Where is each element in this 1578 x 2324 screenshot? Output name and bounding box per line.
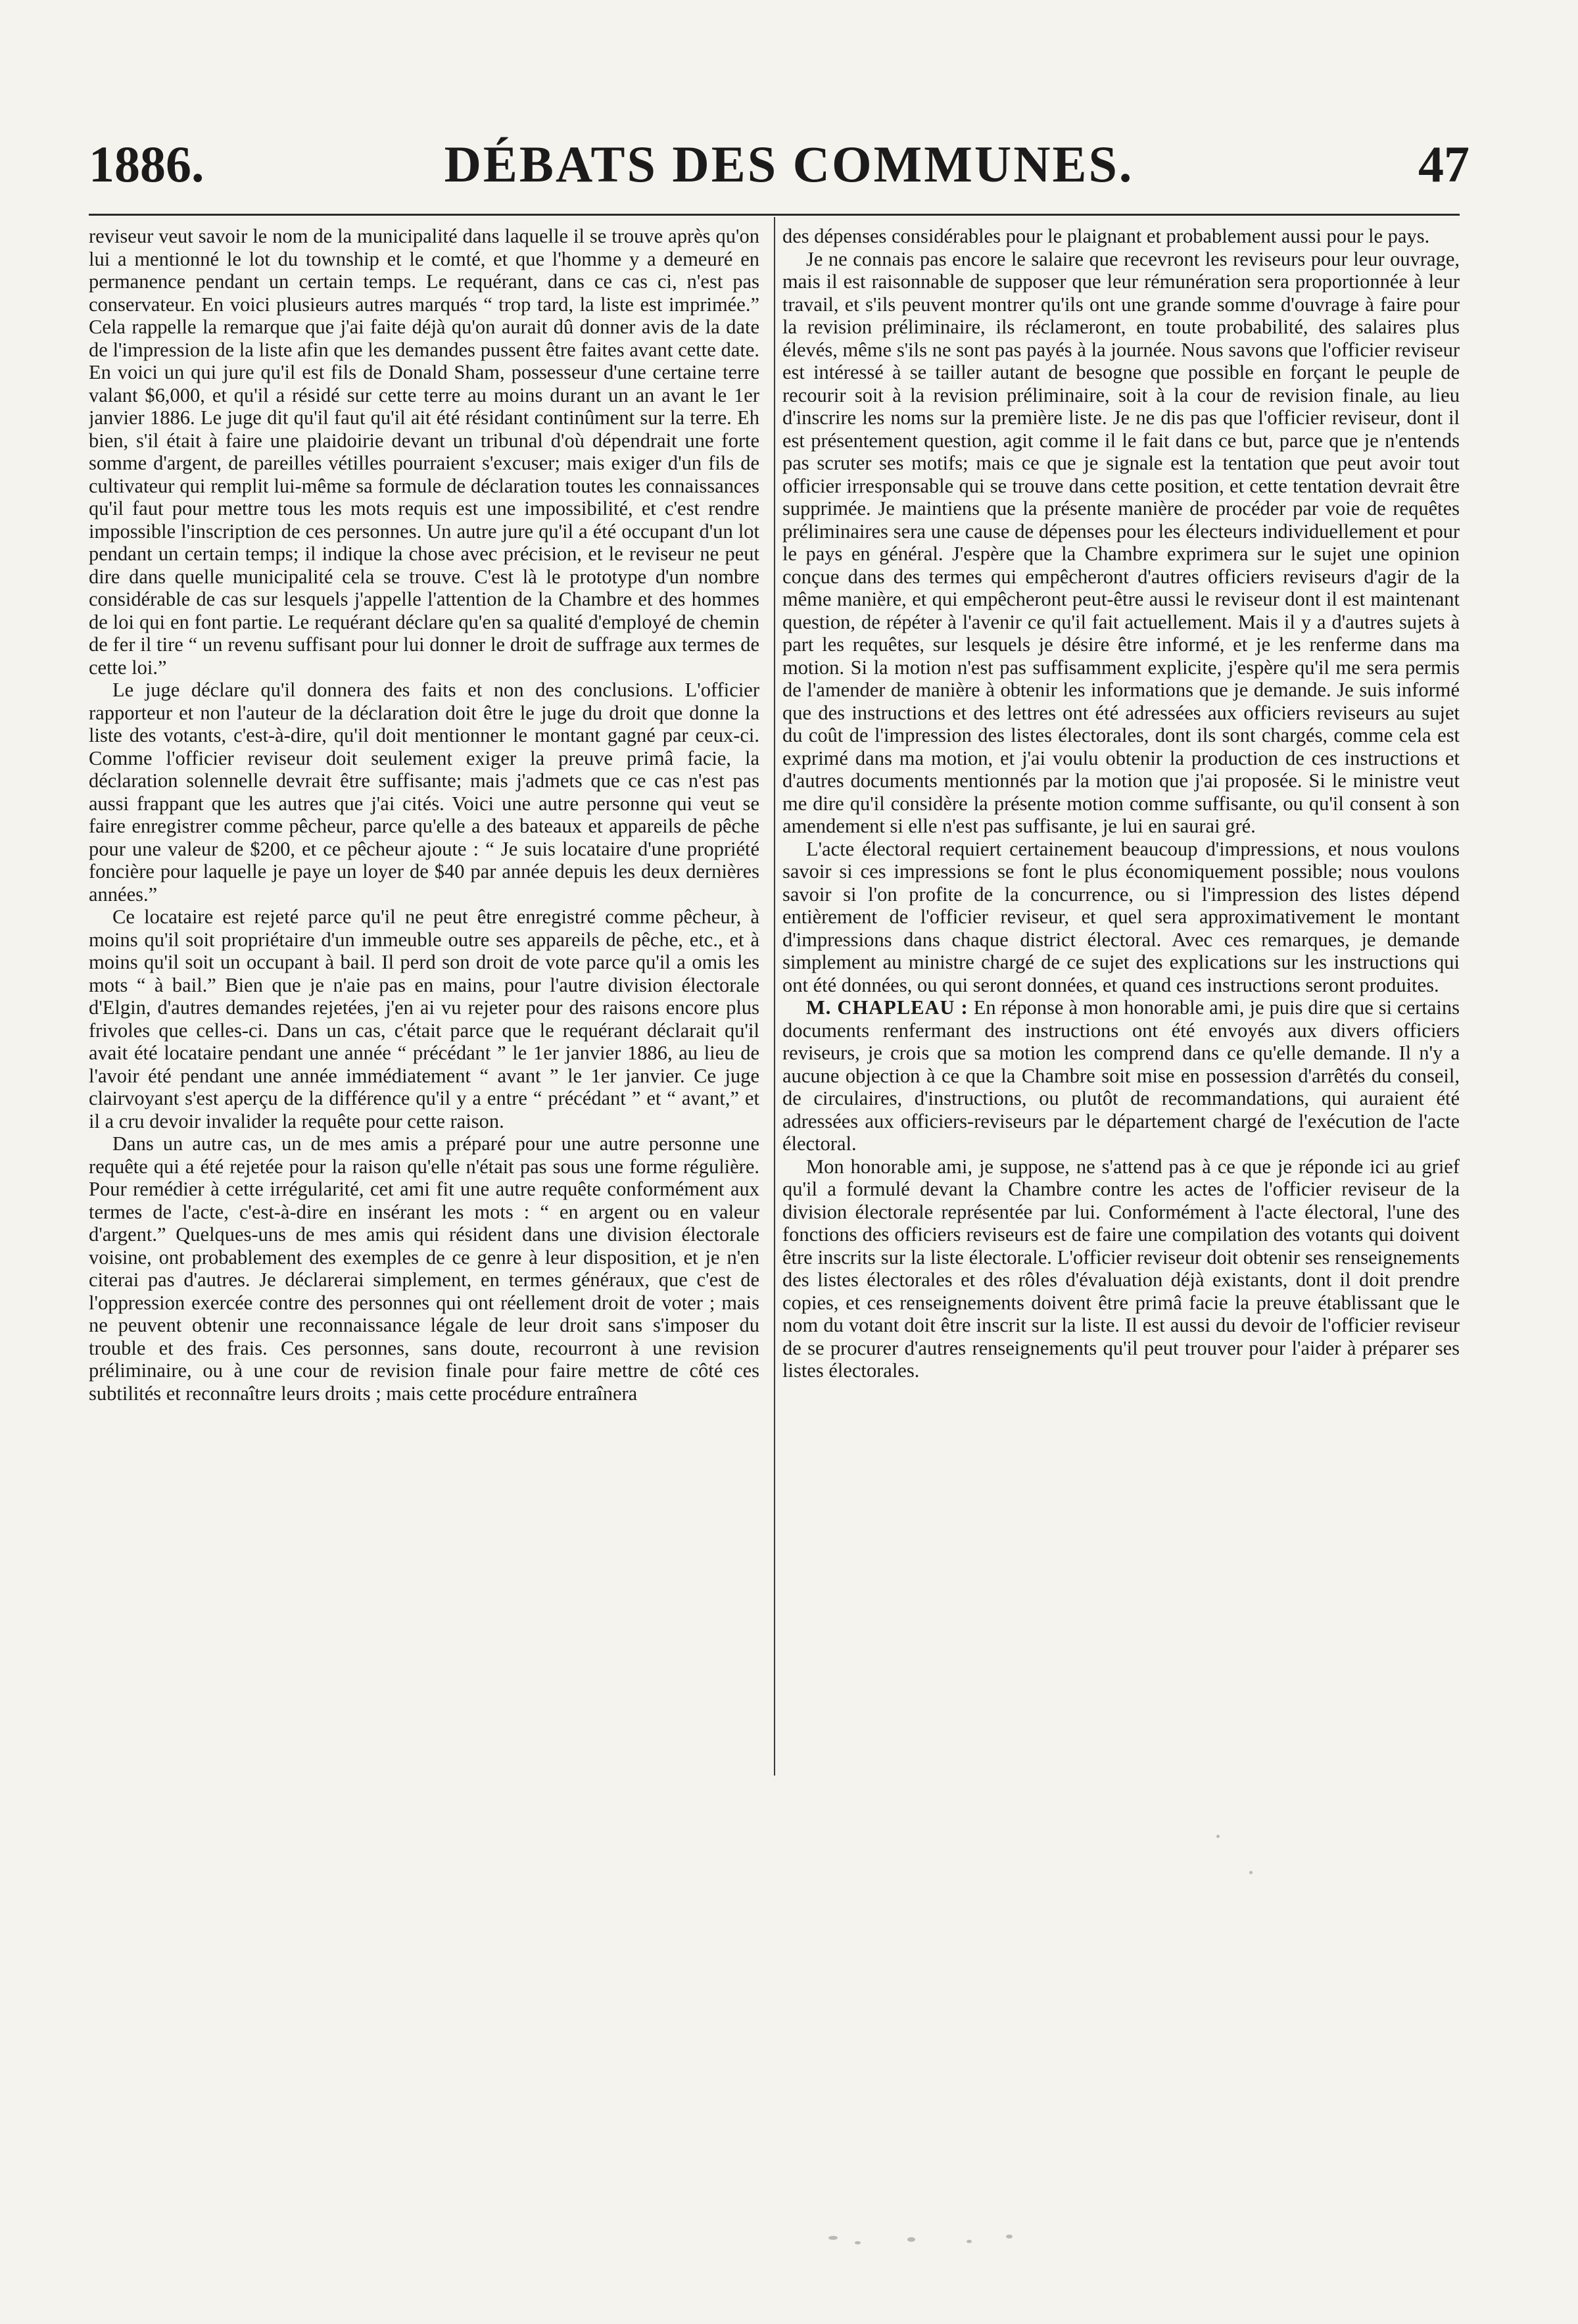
right-paragraph-3: L'acte électoral requiert certainement beaucoup d'impressions, et nous voulons savoir si ces impressions se font le plus économiquement possible; nous voulons savoir si l'on profite de la concurrence, ou si l'impression des listes dépend entièrement de l'officier reviseur, et quel sera approximativement le montant d'impressions dans chaque district électoral. Avec ces remarques, je demande simplement au ministre chargé de ce sujet des explications sur les instructions qui ont été données, ou qui seront données, et quand ces instructions seront produites. xyxy=(782,837,1460,996)
right-column xyxy=(782,225,1460,1767)
scan-speck xyxy=(907,2237,915,2242)
speaker-text: En réponse à mon honorable ami, je puis dire que si certains documents renfermant des instructions ont été envoyés aux divers officiers reviseurs, je crois que sa motion les comprend dans ce qu'elle demande. Il n'y a aucune objection à ce que la Chambre soit mise en possession d'arrêtés du conseil, de circulaires, d'instructions, ou plutôt de recommandations, qui auraient été adressées aux officiers-reviseurs par le département chargé de l'exécution de l'acte électoral. xyxy=(782,996,1460,1155)
header-page-number: 47 xyxy=(1418,135,1470,193)
speaker-name: M. CHAPLEAU : xyxy=(806,996,968,1019)
page-header xyxy=(0,132,1578,204)
right-paragraph-2: Je ne connais pas encore le salaire que recevront les reviseurs pour leur ouvrage, mais il est raisonnable de supposer que leur rémunération sera proportionnée à leur travail, et s'ils peuvent montrer qu'ils ont une grande somme d'ouvrage à faire pour la revision préliminaire, ils réclameront, en toute probabilité, des salaires plus élevés, même s'ils ne sont pas payés à la journée. Nous savons que l'officier reviseur est intéressé à se tailler autant de besogne que possible en forçant le peuple de recourir soit à la revision préliminaire, soit à la cour de revision finale, au lieu d'inscrire les noms sur la première liste. Je ne dis pas que l'officier reviseur, dont il est présentement question, agit comme il le fait dans ce but, parce que je n'entends pas scruter ses motifs; mais ce que je signale est la tentation que peut avoir tout officier irresponsable qui se trouve dans cette position, et cette tentation devrait être supprimée. Je maintiens que la présente manière de procéder par voie de requêtes préliminaires sera une cause de dépenses pour les électeurs individuellement et pour le pays en général. J'espère que la Chambre exprimera sur le sujet une opinion conçue dans des termes qui empêcheront d'autres officiers reviseurs d'agir de la même manière, et qui empêcheront peut-être aussi le reviseur dont il est maintenant question, de répéter à l'avenir ce qu'il fait actuellement. Mais il y a d'autres sujets à part les requêtes, sur lesquels je désire être informé, et je les renferme dans ma motion. Si la motion n'est pas suffisamment explicite, j'espère qu'il me sera permis de l'amender de manière à obtenir les informations que je demande. Je suis informé que des instructions et des lettres ont été adressées aux officiers reviseurs au sujet du coût de l'impression des listes électorales, dont ils sont chargés, comme cela est exprimé dans ma motion, et j'ai voulu obtenir la production de ces instructions et d'autres documents mentionnés par la motion que j'ai proposée. Si le ministre veut me dire qu'il considère la présente motion comme suffisante, ou qu'il consent à son amendement si elle n'est pas suffisante, je lui en saurai gré. xyxy=(782,247,1460,837)
left-column xyxy=(89,225,759,1767)
left-paragraph-3: Ce locataire est rejeté parce qu'il ne peut être enregistré comme pêcheur, à moins qu'il soit propriétaire d'un immeuble outre ses appareils de pêche, etc., et à moins qu'il soit un occupant à bail. Il perd son droit de vote parce qu'il a omis les mots “ à bail.” Bien que je n'aie pas en mains, pour l'autre division électorale d'Elgin, d'autres demandes rejetées, j'en ai vu rejeter pour des raisons encore plus frivoles que celles-ci. Dans un cas, c'était parce que le requérant déclarait qu'il avait été locataire pendant une année “ précédant ” le 1er janvier 1886, au lieu de l'avoir été pendant une année immédiatement “ avant ” le 1er janvier. Ce juge clairvoyant s'est aperçu de la différence qu'il y a entre “ précédant ” et “ avant,” et il a cru devoir invalider la requête pour cette raison. xyxy=(89,906,759,1132)
right-paragraph-1: des dépenses considérables pour le plaignant et probablement aussi pour le pays. xyxy=(782,225,1430,247)
left-paragraph-2: Le juge déclare qu'il donnera des faits et non des conclusions. L'officier rapporteur et non l'auteur de la déclaration doit être le juge du droit que donne la liste des votants, c'est-à-dire, qu'il doit mentionner le montant gagné par ceux-ci. Comme l'officier reviseur doit seulement exiger la preuve primâ facie, la déclaration solennelle devrait être suffisante; mais j'admets que ce cas n'est pas aussi frappant que les autres que j'ai cités. Voici une autre personne qui veut se faire enregistrer comme pêcheur, parce qu'elle a des bateaux et appareils de pêche pour une valeur de $200, et ce pêcheur ajoute : “ Je suis locataire d'une propriété foncière pour laquelle je paye un loyer de $40 par année depuis les deux dernières années.” xyxy=(89,679,759,906)
scan-speck xyxy=(828,2236,838,2240)
scan-speck xyxy=(1216,1835,1220,1838)
left-paragraph-1: reviseur veut savoir le nom de la municipalité dans laquelle il se trouve après qu'on lui a mentionné le lot du township et le comté, et que l'homme y a demeuré en permanence pendant un certain temps. Le requérant, dans ce cas ci, n'est pas conservateur. En voici plusieurs autres marqués “ trop tard, la liste est imprimée.” Cela rappelle la remarque que j'ai faite déjà qu'on aurait dû donner avis de la date de l'impression de la liste afin que les demandes pussent être faites avant cette date. En voici un qui jure qu'il est fils de Donald Sham, possesseur d'une certaine terre valant $6,000, et qu'il a résidé sur cette terre au moins durant un an avant le 1er janvier 1886. Le juge dit qu'il faut qu'il ait été résidant continûment sur la terre. Eh bien, s'il était à faire une plaidoirie devant un tribunal d'où dépendrait une forte somme d'argent, de pareilles vétilles pourraient s'excuser; mais exiger d'un fils de cultivateur qui remplit lui-même sa formule de déclaration toutes les connaissances qu'il faut pour mettre tous les mots requis est une impossibilité, et c'est rendre impossible l'inscription de ces personnes. Un autre jure qu'il a été occupant d'un lot pendant un certain temps; il indique la chose avec précision, et le reviseur ne peut dire dans quelle municipalité cela se trouve. C'est là le prototype d'un nombre considérable de cas sur lesquels j'appelle l'attention de la Chambre et des hommes de loi qui en font partie. Le requérant déclare qu'en sa qualité d'employé de chemin de fer il tire “ un revenu suffisant pour lui donner le droit de suffrage aux termes de cette loi.” xyxy=(89,225,759,679)
column-divider xyxy=(774,217,775,1776)
right-paragraph-4 xyxy=(782,996,1460,1155)
header-rule xyxy=(89,214,1460,216)
scan-speck xyxy=(1249,1871,1253,1874)
left-paragraph-4: Dans un autre cas, un de mes amis a préparé pour une autre personne une requête qui a été rejetée pour la raison qu'elle n'était pas sous une forme régulière. Pour remédier à cette irrégularité, cet ami fit une autre requête conformément aux termes de l'acte, c'est-à-dire en insérant les mots : “ en argent ou en valeur d'argent.” Quelques-uns de mes amis qui résident dans une division électorale voisine, ont probablement des exemples de ce genre à leur disposition, et je n'en citerai pas d'autres. Je déclarerai simplement, en termes généraux, que c'est de l'oppression exercée contre des personnes qui ont réellement droit de voter ; mais ne peuvent obtenir une reconnaissance légale de leur droit sans s'imposer du trouble et des frais. Ces personnes, sans doute, recourront à une revision préliminaire, ou à une cour de revision finale pour faire mettre de côté ces subtilités et reconnaître leurs droits ; mais cette procédure entraînera xyxy=(89,1132,759,1405)
right-paragraph-5: Mon honorable ami, je suppose, ne s'attend pas à ce que je réponde ici au grief qu'il a formulé devant la Chambre contre les actes de l'officier reviseur de la division électorale représentée par lui. Conformément à l'acte électoral, l'une des fonctions des officiers reviseurs est de faire une compilation des votants qui doivent être inscrits sur la liste électorale. L'officier reviseur doit obtenir ses renseignements des listes électorales et des rôles d'évaluation déjà existants, dont il doit prendre copies, et ces renseignements doivent être primâ facie la preuve établissant que le nom du votant doit être inscrit sur la liste. Il est aussi du devoir de l'officier reviseur de se procurer d'autres renseignements qu'il peut trouver pour l'aider à préparer ses listes électorales. xyxy=(782,1155,1460,1382)
scan-speck xyxy=(855,2241,861,2244)
scan-speck xyxy=(1006,2235,1013,2239)
header-title: DÉBATS DES COMMUNES. xyxy=(444,135,1134,193)
header-year: 1886. xyxy=(89,135,204,193)
scan-speck xyxy=(967,2240,972,2243)
